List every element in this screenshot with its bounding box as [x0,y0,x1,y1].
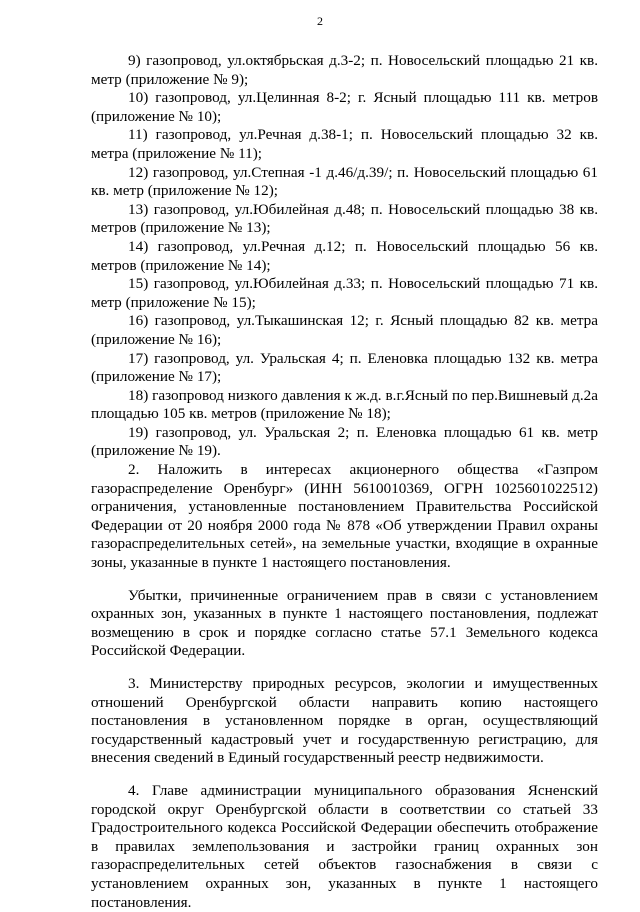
list-item-12: 12) газопровод, ул.Степная -1 д.46/д.39/; п. Новосельский площадью 61 кв. метр (приложение № 12); [91,163,598,200]
list-item-15: 15) газопровод, ул.Юбилейная д.33; п. Новосельский площадью 71 кв. метр (приложение № 15); [91,275,598,311]
list-item-14: 14) газопровод, ул.Речная д.12; п. Новосельский площадью 56 кв. метров (приложение № 14); [91,237,598,274]
clause-3: 3. Министерству природных ресурсов, экологии и имущественных отношений Оренбургской области направить копию настоящего постановления в установленном порядке в орган, осуществляющий государственный кадастровый учет и государственную регистрацию, для внесения сведений в Единый государственный реестр недвижимости. [91,675,598,767]
clause-2-damages: Убытки, причиненные ограничением прав в связи с установлением охранных зон, указанных в пункте 1 настоящего постановления, подлежат возмещению в срок и порядке согласно статье 57.1 Земельного кодекса Российской Федерации. [91,586,598,660]
list-item-16: 16) газопровод, ул.Тыкашинская 12; г. Ясный площадью 82 кв. метра (приложение № 16); [91,312,598,348]
list-item-18: 18) газопровод низкого давления к ж.д. в.г.Ясный по пер.Вишневый д.2а площадью 105 кв. метров (приложение № 18); [91,386,598,423]
list-item-13: 13) газопровод, ул.Юбилейная д.48; п. Новосельский площадью 38 кв. метров (приложение № 13); [91,200,598,237]
page-number: 2 [317,14,323,28]
clause-4: 4. Главе администрации муниципального образования Ясненский городской округ Оренбургской области в соответствии со статьей 33 Градостроительного кодекса Российской Федерации обеспечить отображение в правилах землепользования и застройки границ охранных зон газораспределительных сетей объектов газоснабжения в связи с установлением охранных зон, указанных в пункте 1 настоящего постановления. [91,781,598,911]
clause-2: 2. Наложить в интересах акционерного общества «Газпром газораспределение Оренбург» (ИНН 5610010369, ОГРН 1025601022512) ограничения, установленные постановлением Правительства Российской Федерации от 20 ноября 2000 года № 878 «Об утверждении Правил охраны газораспределительных сетей», на земельные участки, входящие в охранные зоны, указанные в пункте 1 настоящего постановления. [91,461,598,572]
list-item-9: 9) газопровод, ул.октябрьская д.3-2; п. Новосельский площадью 21 кв. метр (приложение № 9); [91,52,598,88]
document-body [91,52,598,912]
list-item-10: 10) газопровод, ул.Целинная 8-2; г. Ясный площадью 111 кв. метров (приложение № 10); [91,89,598,125]
list-item-17: 17) газопровод, ул. Уральская 4; п. Еленовка площадью 132 кв. метра (приложение № 17); [91,349,598,386]
list-item-19: 19) газопровод, ул. Уральская 2; п. Еленовка площадью 61 кв. метр (приложение № 19). [91,423,598,460]
list-item-11: 11) газопровод, ул.Речная д.38-1; п. Новосельский площадью 32 кв. метра (приложение № 11); [91,126,598,162]
